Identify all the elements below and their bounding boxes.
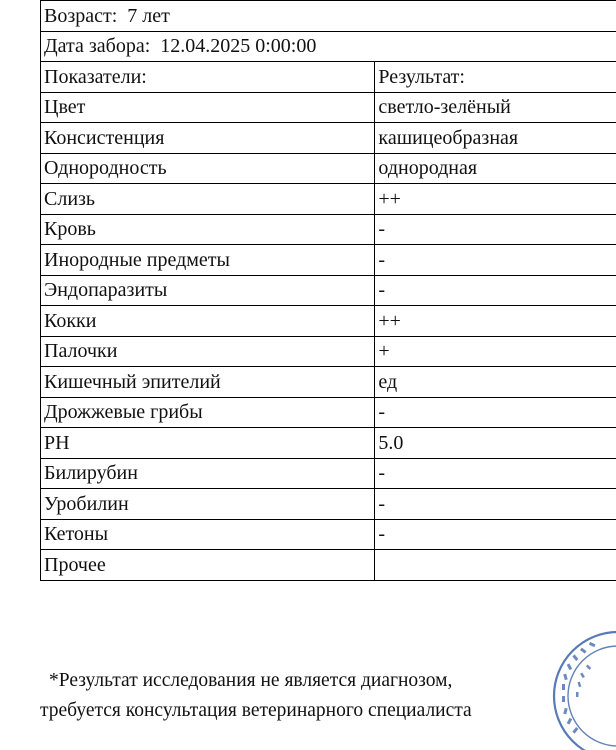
- disclaimer-line-2: требуется консультация ветеринарного специалиста: [40, 700, 472, 721]
- results-table: [40, 0, 616, 581]
- table-row: [41, 153, 616, 184]
- table-row: [41, 123, 616, 154]
- table-row: [41, 489, 616, 520]
- result-cell: кашицеобразная: [375, 123, 616, 154]
- date-label: Дата забора:: [44, 35, 151, 58]
- result-cell: -: [375, 245, 616, 276]
- table-row: [41, 428, 616, 459]
- table-row: [41, 458, 616, 489]
- indicator-cell: Кокки: [41, 306, 375, 337]
- indicator-cell: Кетоны: [41, 519, 375, 550]
- result-cell: ++: [375, 306, 616, 337]
- indicator-cell: Слизь: [41, 184, 375, 215]
- table-row: [41, 214, 616, 245]
- result-cell: 5.0: [375, 428, 616, 459]
- indicator-cell: Дрожжевые грибы: [41, 397, 375, 428]
- result-cell: ед: [375, 367, 616, 398]
- indicator-cell: Консистенция: [41, 123, 375, 154]
- result-cell: -: [375, 519, 616, 550]
- age-label: Возраст:: [44, 4, 118, 27]
- indicator-cell: Уробилин: [41, 489, 375, 520]
- table-row: [41, 92, 616, 123]
- result-cell: +: [375, 336, 616, 367]
- result-cell: однородная: [375, 153, 616, 184]
- indicator-cell: Кишечный эпителий: [41, 367, 375, 398]
- result-cell: -: [375, 489, 616, 520]
- indicator-cell: Кровь: [41, 214, 375, 245]
- column-header-indicator: Показатели:: [41, 62, 375, 93]
- table-row: [41, 367, 616, 398]
- table-row: [41, 519, 616, 550]
- table-header-row: [41, 62, 616, 93]
- date-value: 12.04.2025 0:00:00: [160, 35, 317, 58]
- indicator-cell: Цвет: [41, 92, 375, 123]
- result-cell: ++: [375, 184, 616, 215]
- table-row: [41, 306, 616, 337]
- result-cell: [375, 550, 616, 581]
- result-cell: светло-зелёный: [375, 92, 616, 123]
- disclaimer-line-1: *Результат исследования не является диагнозом,: [49, 670, 453, 691]
- date-cell: [41, 31, 616, 62]
- indicator-cell: Билирубин: [41, 458, 375, 489]
- age-cell: [41, 1, 616, 32]
- table-row: [41, 245, 616, 276]
- column-header-result: Результат:: [375, 62, 616, 93]
- date-row: [41, 31, 616, 62]
- result-cell: -: [375, 214, 616, 245]
- age-row: [41, 1, 616, 32]
- table-row: [41, 184, 616, 215]
- indicator-cell: Однородность: [41, 153, 375, 184]
- indicator-cell: Инородные предметы: [41, 245, 375, 276]
- table-row: [41, 397, 616, 428]
- clinic-stamp-icon: [548, 626, 616, 750]
- indicator-cell: Прочее: [41, 550, 375, 581]
- indicator-cell: Палочки: [41, 336, 375, 367]
- result-cell: -: [375, 397, 616, 428]
- indicator-cell: PH: [41, 428, 375, 459]
- table-row: [41, 336, 616, 367]
- table-row: [41, 275, 616, 306]
- result-cell: -: [375, 275, 616, 306]
- table-row: [41, 550, 616, 581]
- disclaimer-note: [40, 666, 472, 726]
- age-value: 7 лет: [127, 4, 170, 27]
- result-cell: -: [375, 458, 616, 489]
- indicator-cell: Эндопаразиты: [41, 275, 375, 306]
